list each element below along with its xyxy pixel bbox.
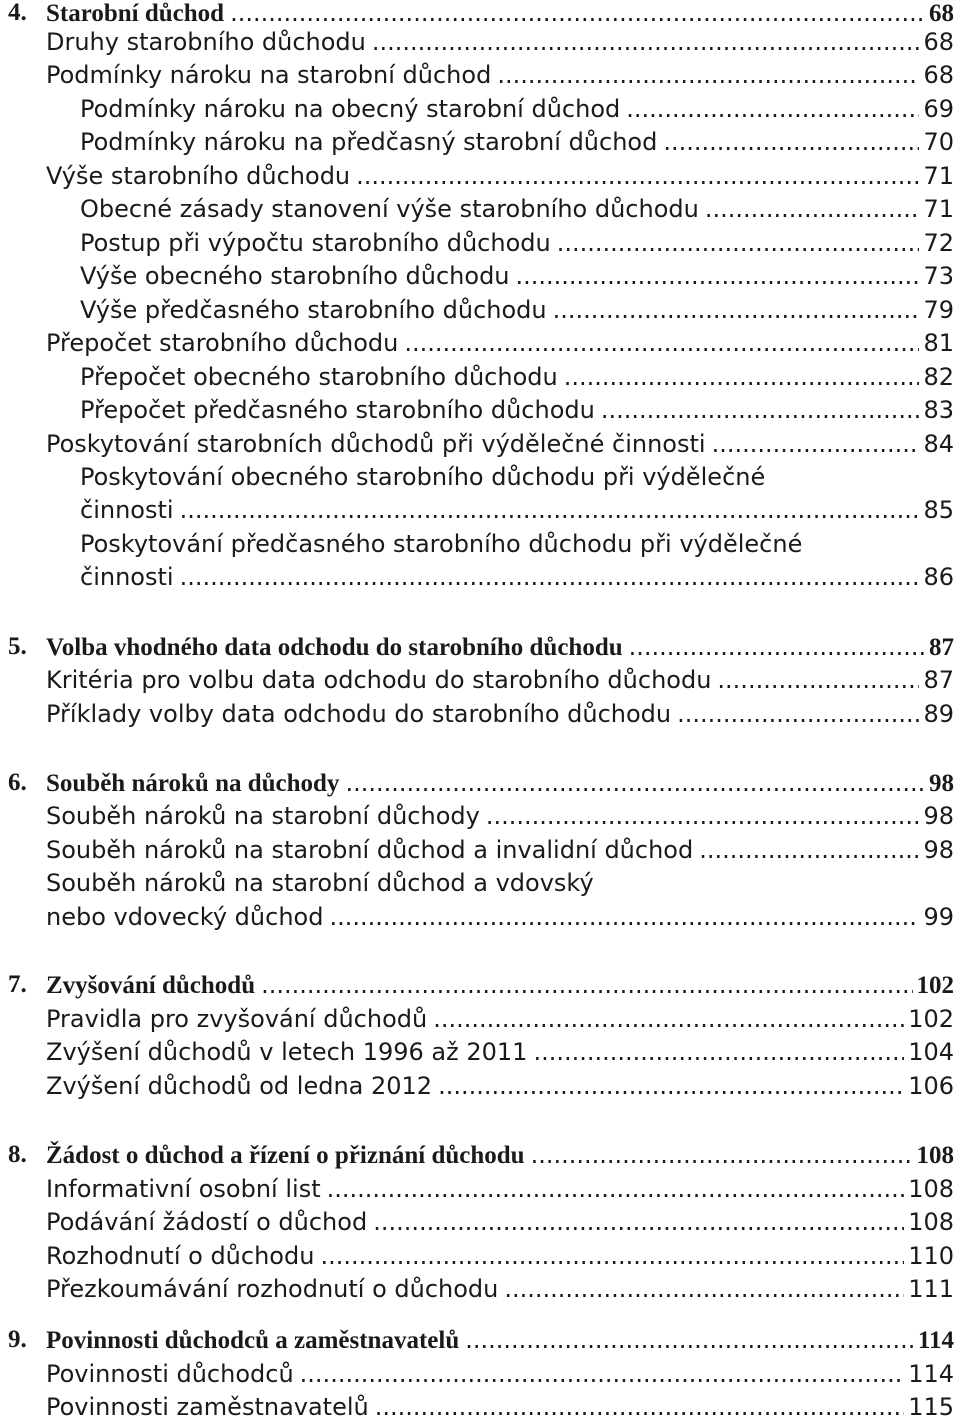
dot-leader bbox=[497, 58, 919, 92]
page-number: 102 bbox=[908, 1005, 954, 1033]
page-number: 81 bbox=[923, 329, 954, 357]
dot-leader bbox=[329, 900, 919, 934]
dot-leader bbox=[557, 226, 920, 260]
toc-line[interactable] bbox=[80, 360, 954, 394]
dot-leader bbox=[327, 1172, 905, 1206]
dot-leader bbox=[345, 766, 925, 800]
dot-leader bbox=[504, 1272, 904, 1306]
entry-title: Příklady volby data odchodu do starobního důchodu bbox=[46, 700, 672, 728]
toc-entry-row bbox=[0, 833, 960, 867]
toc-line[interactable] bbox=[80, 527, 954, 561]
dot-leader bbox=[320, 1239, 904, 1273]
entry-title: Pravidla pro zvyšování důchodů bbox=[46, 1005, 428, 1033]
entry-title: nebo vdovecký důchod bbox=[46, 903, 324, 931]
toc-line[interactable] bbox=[46, 630, 954, 664]
page-number: 70 bbox=[923, 128, 954, 156]
toc-entry-row bbox=[0, 125, 960, 159]
toc-entry-row bbox=[0, 58, 960, 92]
entry-title: Poskytování obecného starobního důchodu při výdělečné bbox=[80, 463, 766, 491]
toc-line[interactable] bbox=[46, 1138, 954, 1172]
dot-leader bbox=[531, 1138, 913, 1172]
toc-chapter-row bbox=[0, 1323, 960, 1357]
toc-line[interactable] bbox=[80, 293, 954, 327]
toc-line[interactable] bbox=[46, 1205, 954, 1239]
toc-entry-row bbox=[0, 192, 960, 226]
entry-title: Přepočet starobního důchodu bbox=[46, 329, 399, 357]
page-number: 106 bbox=[908, 1072, 954, 1100]
page-number: 98 bbox=[929, 770, 954, 797]
dot-leader bbox=[486, 799, 920, 833]
entry-title: Povinnosti důchodců bbox=[46, 1360, 294, 1388]
dot-leader bbox=[433, 1002, 904, 1036]
toc-entry-row bbox=[0, 527, 960, 561]
toc-line[interactable] bbox=[46, 697, 954, 731]
dot-leader bbox=[300, 1357, 905, 1391]
page-number: 68 bbox=[923, 28, 954, 56]
page-number: 87 bbox=[923, 666, 954, 694]
toc-entry-row bbox=[0, 866, 960, 900]
toc-entry-row bbox=[0, 560, 960, 594]
entry-title: činnosti bbox=[80, 496, 174, 524]
entry-title: Souběh nároků na starobní důchod a invalidní důchod bbox=[46, 836, 694, 864]
toc-entry-row bbox=[0, 1002, 960, 1036]
entry-title: Informativní osobní list bbox=[46, 1175, 321, 1203]
page-number: 69 bbox=[923, 95, 954, 123]
entry-title: Druhy starobního důchodu bbox=[46, 28, 366, 56]
toc-line[interactable] bbox=[80, 460, 954, 494]
page-number: 114 bbox=[908, 1360, 954, 1388]
chapter-title: Povinnosti důchodců a zaměstnavatelů bbox=[46, 1327, 460, 1354]
toc-line[interactable] bbox=[46, 766, 954, 800]
entry-title: Obecné zásady stanovení výše starobního důchodu bbox=[80, 195, 699, 223]
toc-entry-row bbox=[0, 1272, 960, 1306]
toc-line[interactable] bbox=[46, 968, 954, 1002]
entry-title: Zvýšení důchodů od ledna 2012 bbox=[46, 1072, 433, 1100]
toc-entry-row bbox=[0, 259, 960, 293]
dot-leader bbox=[356, 159, 919, 193]
toc-entry-row bbox=[0, 1390, 960, 1424]
chapter-title: Starobní důchod bbox=[46, 0, 225, 27]
toc-entry-row bbox=[0, 25, 960, 59]
dot-leader bbox=[516, 259, 920, 293]
toc-entry-row bbox=[0, 427, 960, 461]
entry-title: Výše obecného starobního důchodu bbox=[80, 262, 510, 290]
toc-line[interactable] bbox=[46, 25, 954, 59]
dot-leader bbox=[465, 1323, 914, 1357]
chapter-title: Zvyšování důchodů bbox=[46, 972, 256, 999]
toc-entry-row bbox=[0, 1172, 960, 1206]
toc-line[interactable] bbox=[46, 1357, 954, 1391]
toc-entry-row bbox=[0, 92, 960, 126]
toc-line[interactable] bbox=[46, 866, 954, 900]
chapter-number: 6. bbox=[8, 769, 27, 796]
entry-title: Rozhodnutí o důchodu bbox=[46, 1242, 315, 1270]
toc-line[interactable] bbox=[46, 1323, 954, 1357]
dot-leader bbox=[663, 125, 919, 159]
entry-title: Podmínky nároku na obecný starobní důchod bbox=[80, 95, 621, 123]
toc-line[interactable] bbox=[80, 560, 954, 594]
toc-line[interactable] bbox=[46, 1272, 954, 1306]
page-number: 79 bbox=[923, 296, 954, 324]
dot-leader bbox=[677, 697, 919, 731]
toc-line[interactable] bbox=[46, 1390, 954, 1424]
page-number: 104 bbox=[908, 1038, 954, 1066]
chapter-title: Žádost o důchod a řízení o přiznání důchodu bbox=[46, 1142, 525, 1169]
page-number: 72 bbox=[923, 229, 954, 257]
page-number: 82 bbox=[923, 363, 954, 391]
toc-entry-row bbox=[0, 360, 960, 394]
page-number: 98 bbox=[923, 802, 954, 830]
entry-title: Souběh nároků na starobní důchody bbox=[46, 802, 480, 830]
page-number: 108 bbox=[908, 1208, 954, 1236]
toc-entry-row bbox=[0, 159, 960, 193]
page-number: 68 bbox=[929, 0, 954, 27]
chapter-number: 8. bbox=[8, 1141, 27, 1168]
toc-entry-row bbox=[0, 393, 960, 427]
chapter-number: 4. bbox=[8, 0, 27, 26]
dot-leader bbox=[601, 393, 920, 427]
toc-chapter-row bbox=[0, 1138, 960, 1172]
toc-line[interactable] bbox=[46, 1172, 954, 1206]
toc-entry-row bbox=[0, 697, 960, 731]
dot-leader bbox=[404, 326, 919, 360]
toc-line[interactable] bbox=[46, 1069, 954, 1103]
toc-entry-row bbox=[0, 1035, 960, 1069]
toc-entry-row bbox=[0, 900, 960, 934]
entry-title: Souběh nároků na starobní důchod a vdovský bbox=[46, 869, 594, 897]
dot-leader bbox=[553, 293, 920, 327]
toc-line[interactable] bbox=[46, 427, 954, 461]
toc-entry-row bbox=[0, 226, 960, 260]
toc-chapter-row bbox=[0, 766, 960, 800]
entry-title: Zvýšení důchodů v letech 1996 až 2011 bbox=[46, 1038, 528, 1066]
entry-title: Kritéria pro volbu data odchodu do starobního důchodu bbox=[46, 666, 712, 694]
toc-line[interactable] bbox=[46, 900, 954, 934]
entry-title: Poskytování starobních důchodů při výdělečné činnosti bbox=[46, 430, 706, 458]
toc-line[interactable] bbox=[46, 58, 954, 92]
toc-line[interactable] bbox=[46, 833, 954, 867]
toc-line[interactable] bbox=[80, 493, 954, 527]
page-number: 110 bbox=[908, 1242, 954, 1270]
dot-leader bbox=[699, 833, 919, 867]
toc-line[interactable] bbox=[46, 159, 954, 193]
toc-entry-row bbox=[0, 663, 960, 697]
page-number: 85 bbox=[923, 496, 954, 524]
page-number: 87 bbox=[929, 634, 954, 661]
page-number: 86 bbox=[923, 563, 954, 591]
toc-entry-row bbox=[0, 1205, 960, 1239]
toc-line[interactable] bbox=[80, 192, 954, 226]
chapter-title: Souběh nároků na důchody bbox=[46, 770, 340, 797]
dot-leader bbox=[533, 1035, 904, 1069]
page-number: 83 bbox=[923, 396, 954, 424]
dot-leader bbox=[372, 25, 920, 59]
page-number: 108 bbox=[916, 1142, 954, 1169]
entry-title: Postup při výpočtu starobního důchodu bbox=[80, 229, 551, 257]
chapter-number: 9. bbox=[8, 1326, 27, 1353]
entry-title: Podmínky nároku na předčasný starobní důchod bbox=[80, 128, 658, 156]
page-number: 114 bbox=[917, 1327, 954, 1354]
entry-title: Přepočet předčasného starobního důchodu bbox=[80, 396, 595, 424]
dot-leader bbox=[626, 92, 919, 126]
chapter-title: Volba vhodného data odchodu do starobního důchodu bbox=[46, 634, 623, 661]
page-number: 98 bbox=[923, 836, 954, 864]
toc-line[interactable] bbox=[80, 393, 954, 427]
entry-title: Podmínky nároku na starobní důchod bbox=[46, 61, 492, 89]
page-number: 115 bbox=[908, 1393, 954, 1421]
toc-line[interactable] bbox=[80, 226, 954, 260]
page-number: 89 bbox=[923, 700, 954, 728]
toc-entry-row bbox=[0, 293, 960, 327]
entry-title: Výše starobního důchodu bbox=[46, 162, 351, 190]
dot-leader bbox=[564, 360, 920, 394]
dot-leader bbox=[712, 427, 920, 461]
dot-leader bbox=[375, 1390, 904, 1424]
toc-line[interactable] bbox=[80, 125, 954, 159]
dot-leader bbox=[438, 1069, 904, 1103]
toc-chapter-row bbox=[0, 968, 960, 1002]
page-number: 73 bbox=[923, 262, 954, 290]
toc-entry-row bbox=[0, 460, 960, 494]
page-number: 102 bbox=[916, 972, 954, 999]
toc-line[interactable] bbox=[46, 1002, 954, 1036]
toc-line[interactable] bbox=[46, 1239, 954, 1273]
toc-line[interactable] bbox=[80, 92, 954, 126]
toc-entry-row bbox=[0, 493, 960, 527]
toc-line[interactable] bbox=[46, 663, 954, 697]
toc-line[interactable] bbox=[80, 259, 954, 293]
chapter-number: 7. bbox=[8, 971, 27, 998]
toc-line[interactable] bbox=[46, 799, 954, 833]
entry-title: Přepočet obecného starobního důchodu bbox=[80, 363, 558, 391]
dot-leader bbox=[180, 493, 920, 527]
dot-leader bbox=[373, 1205, 904, 1239]
toc-entry-row bbox=[0, 1069, 960, 1103]
toc-line[interactable] bbox=[46, 1035, 954, 1069]
dot-leader bbox=[180, 560, 920, 594]
page-number: 111 bbox=[908, 1275, 954, 1303]
page-number: 68 bbox=[923, 61, 954, 89]
page-number: 71 bbox=[923, 195, 954, 223]
toc-entry-row bbox=[0, 1239, 960, 1273]
page-number: 108 bbox=[908, 1175, 954, 1203]
page-number: 99 bbox=[923, 903, 954, 931]
page-number: 84 bbox=[923, 430, 954, 458]
chapter-number: 5. bbox=[8, 633, 27, 660]
toc-entry-row bbox=[0, 326, 960, 360]
entry-title: Poskytování předčasného starobního důchodu při výdělečné bbox=[80, 530, 803, 558]
dot-leader bbox=[629, 630, 925, 664]
dot-leader bbox=[717, 663, 919, 697]
entry-title: Povinnosti zaměstnavatelů bbox=[46, 1393, 369, 1421]
page-number: 71 bbox=[923, 162, 954, 190]
dot-leader bbox=[705, 192, 920, 226]
toc-line[interactable] bbox=[46, 326, 954, 360]
entry-title: činnosti bbox=[80, 563, 174, 591]
entry-title: Podávání žádostí o důchod bbox=[46, 1208, 368, 1236]
dot-leader bbox=[261, 968, 912, 1002]
entry-title: Přezkoumávání rozhodnutí o důchodu bbox=[46, 1275, 499, 1303]
toc-entry-row bbox=[0, 1357, 960, 1391]
toc-entry-row bbox=[0, 799, 960, 833]
toc-chapter-row bbox=[0, 630, 960, 664]
entry-title: Výše předčasného starobního důchodu bbox=[80, 296, 547, 324]
